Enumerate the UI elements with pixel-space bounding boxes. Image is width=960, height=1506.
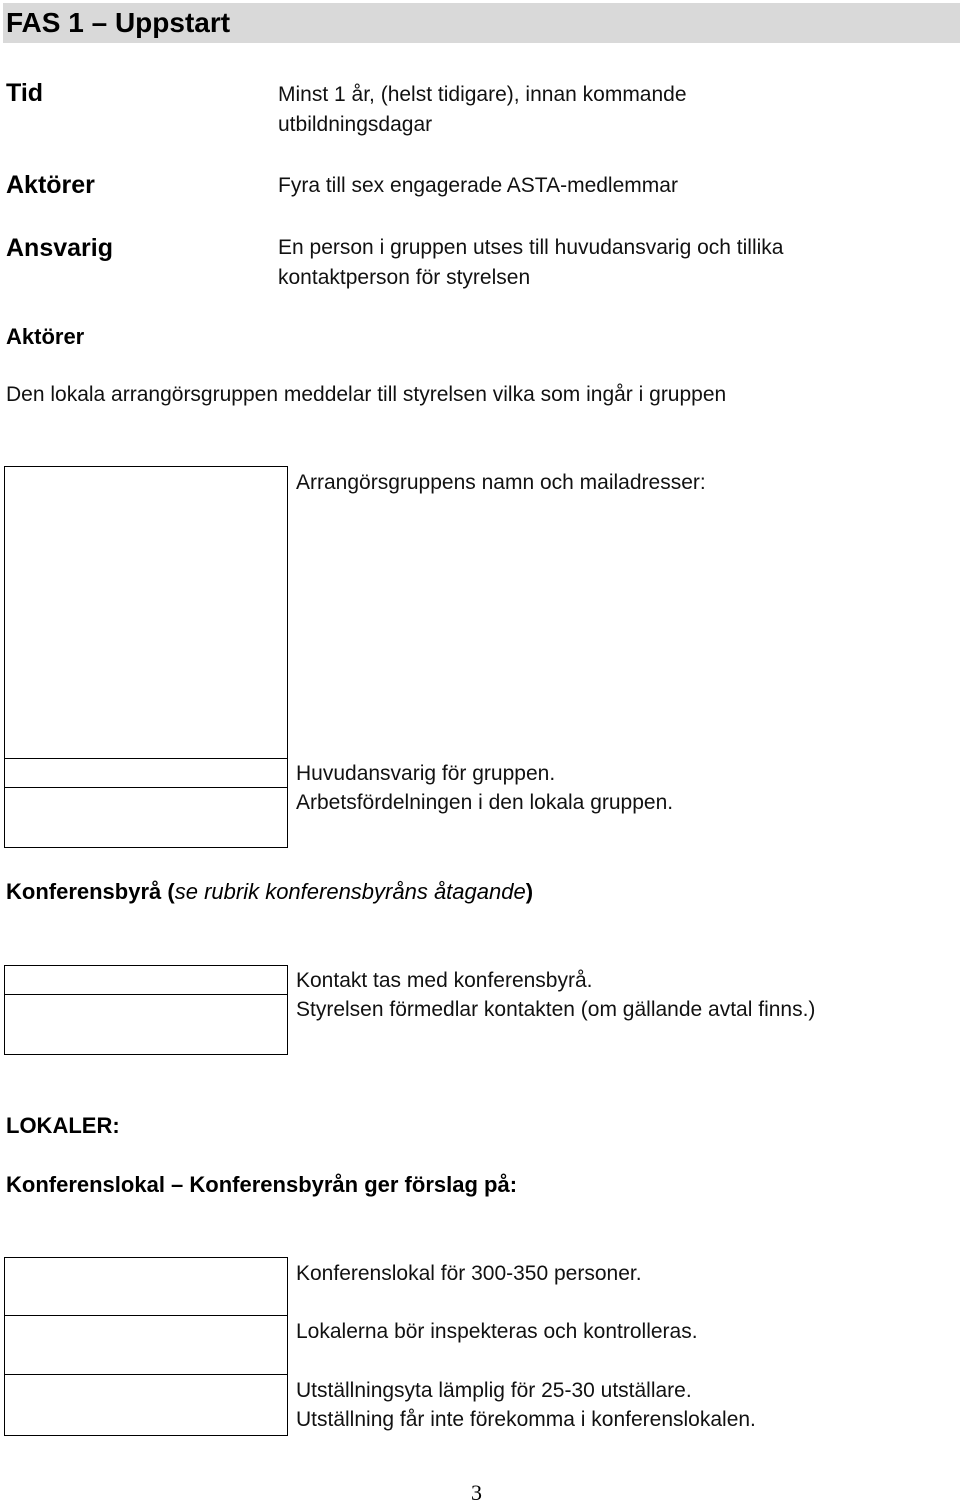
page-title: FAS 1 – Uppstart	[6, 7, 231, 38]
responsible-value-line-2: kontaktperson för styrelsen	[278, 266, 531, 289]
actors-intro: Den lokala arrangörsgruppen meddelar till styrelsen vilka som ingår i gruppen	[6, 383, 727, 406]
venue-capacity-label: Konferenslokal för 300-350 personer.	[296, 1262, 642, 1285]
time-label: Tid	[6, 79, 44, 107]
actors-value: Fyra till sex engagerade ASTA-medlemmar	[278, 174, 678, 197]
bureau-title-italic: se rubrik konferensbyråns åtagande	[174, 879, 526, 904]
bureau-board-box[interactable]	[4, 994, 288, 1055]
time-value-line-1: Minst 1 år, (helst tidigare), innan kommande	[278, 83, 687, 106]
names-input-box[interactable]	[4, 466, 288, 760]
venue-capacity-box[interactable]	[4, 1257, 288, 1317]
names-box-label: Arrangörsgruppens namn och mailadresser:	[296, 471, 706, 494]
time-value-line-2: utbildningsdagar	[278, 113, 433, 136]
responsible-value-line-1: En person i gruppen utses till huvudansvarig och tillika	[278, 236, 784, 259]
bureau-board-label: Styrelsen förmedlar kontakten (om gällande avtal finns.)	[296, 998, 816, 1021]
responsible-input-box[interactable]	[4, 758, 288, 789]
actors-section-title: Aktörer	[6, 324, 85, 349]
venue-exhibit-rule-label: Utställning får inte förekomma i konferenslokalen.	[296, 1408, 756, 1431]
venue-exhibit-box[interactable]	[4, 1374, 288, 1436]
responsible-label: Ansvarig	[6, 234, 113, 262]
responsible-box-label: Huvudansvarig för gruppen.	[296, 762, 556, 785]
venues-subtitle: Konferenslokal – Konferensbyrån ger förslag på:	[6, 1172, 518, 1197]
venue-exhibit-space-label: Utställningsyta lämplig för 25-30 utställare.	[296, 1379, 692, 1402]
venues-section-title: LOKALER:	[6, 1113, 120, 1138]
page-number: 3	[471, 1480, 482, 1505]
bureau-contact-box[interactable]	[4, 965, 288, 996]
bureau-title-bold: Konferensbyrå (	[6, 879, 175, 904]
actors-label: Aktörer	[6, 171, 95, 199]
division-input-box[interactable]	[4, 787, 288, 848]
division-box-label: Arbetsfördelningen i den lokala gruppen.	[296, 791, 674, 814]
venue-inspect-box[interactable]	[4, 1315, 288, 1376]
venue-inspect-label: Lokalerna bör inspekteras och kontrolleras.	[296, 1320, 698, 1343]
bureau-title-end: )	[525, 879, 534, 904]
bureau-contact-label: Kontakt tas med konferensbyrå.	[296, 969, 593, 992]
bureau-section-title	[6, 878, 533, 906]
